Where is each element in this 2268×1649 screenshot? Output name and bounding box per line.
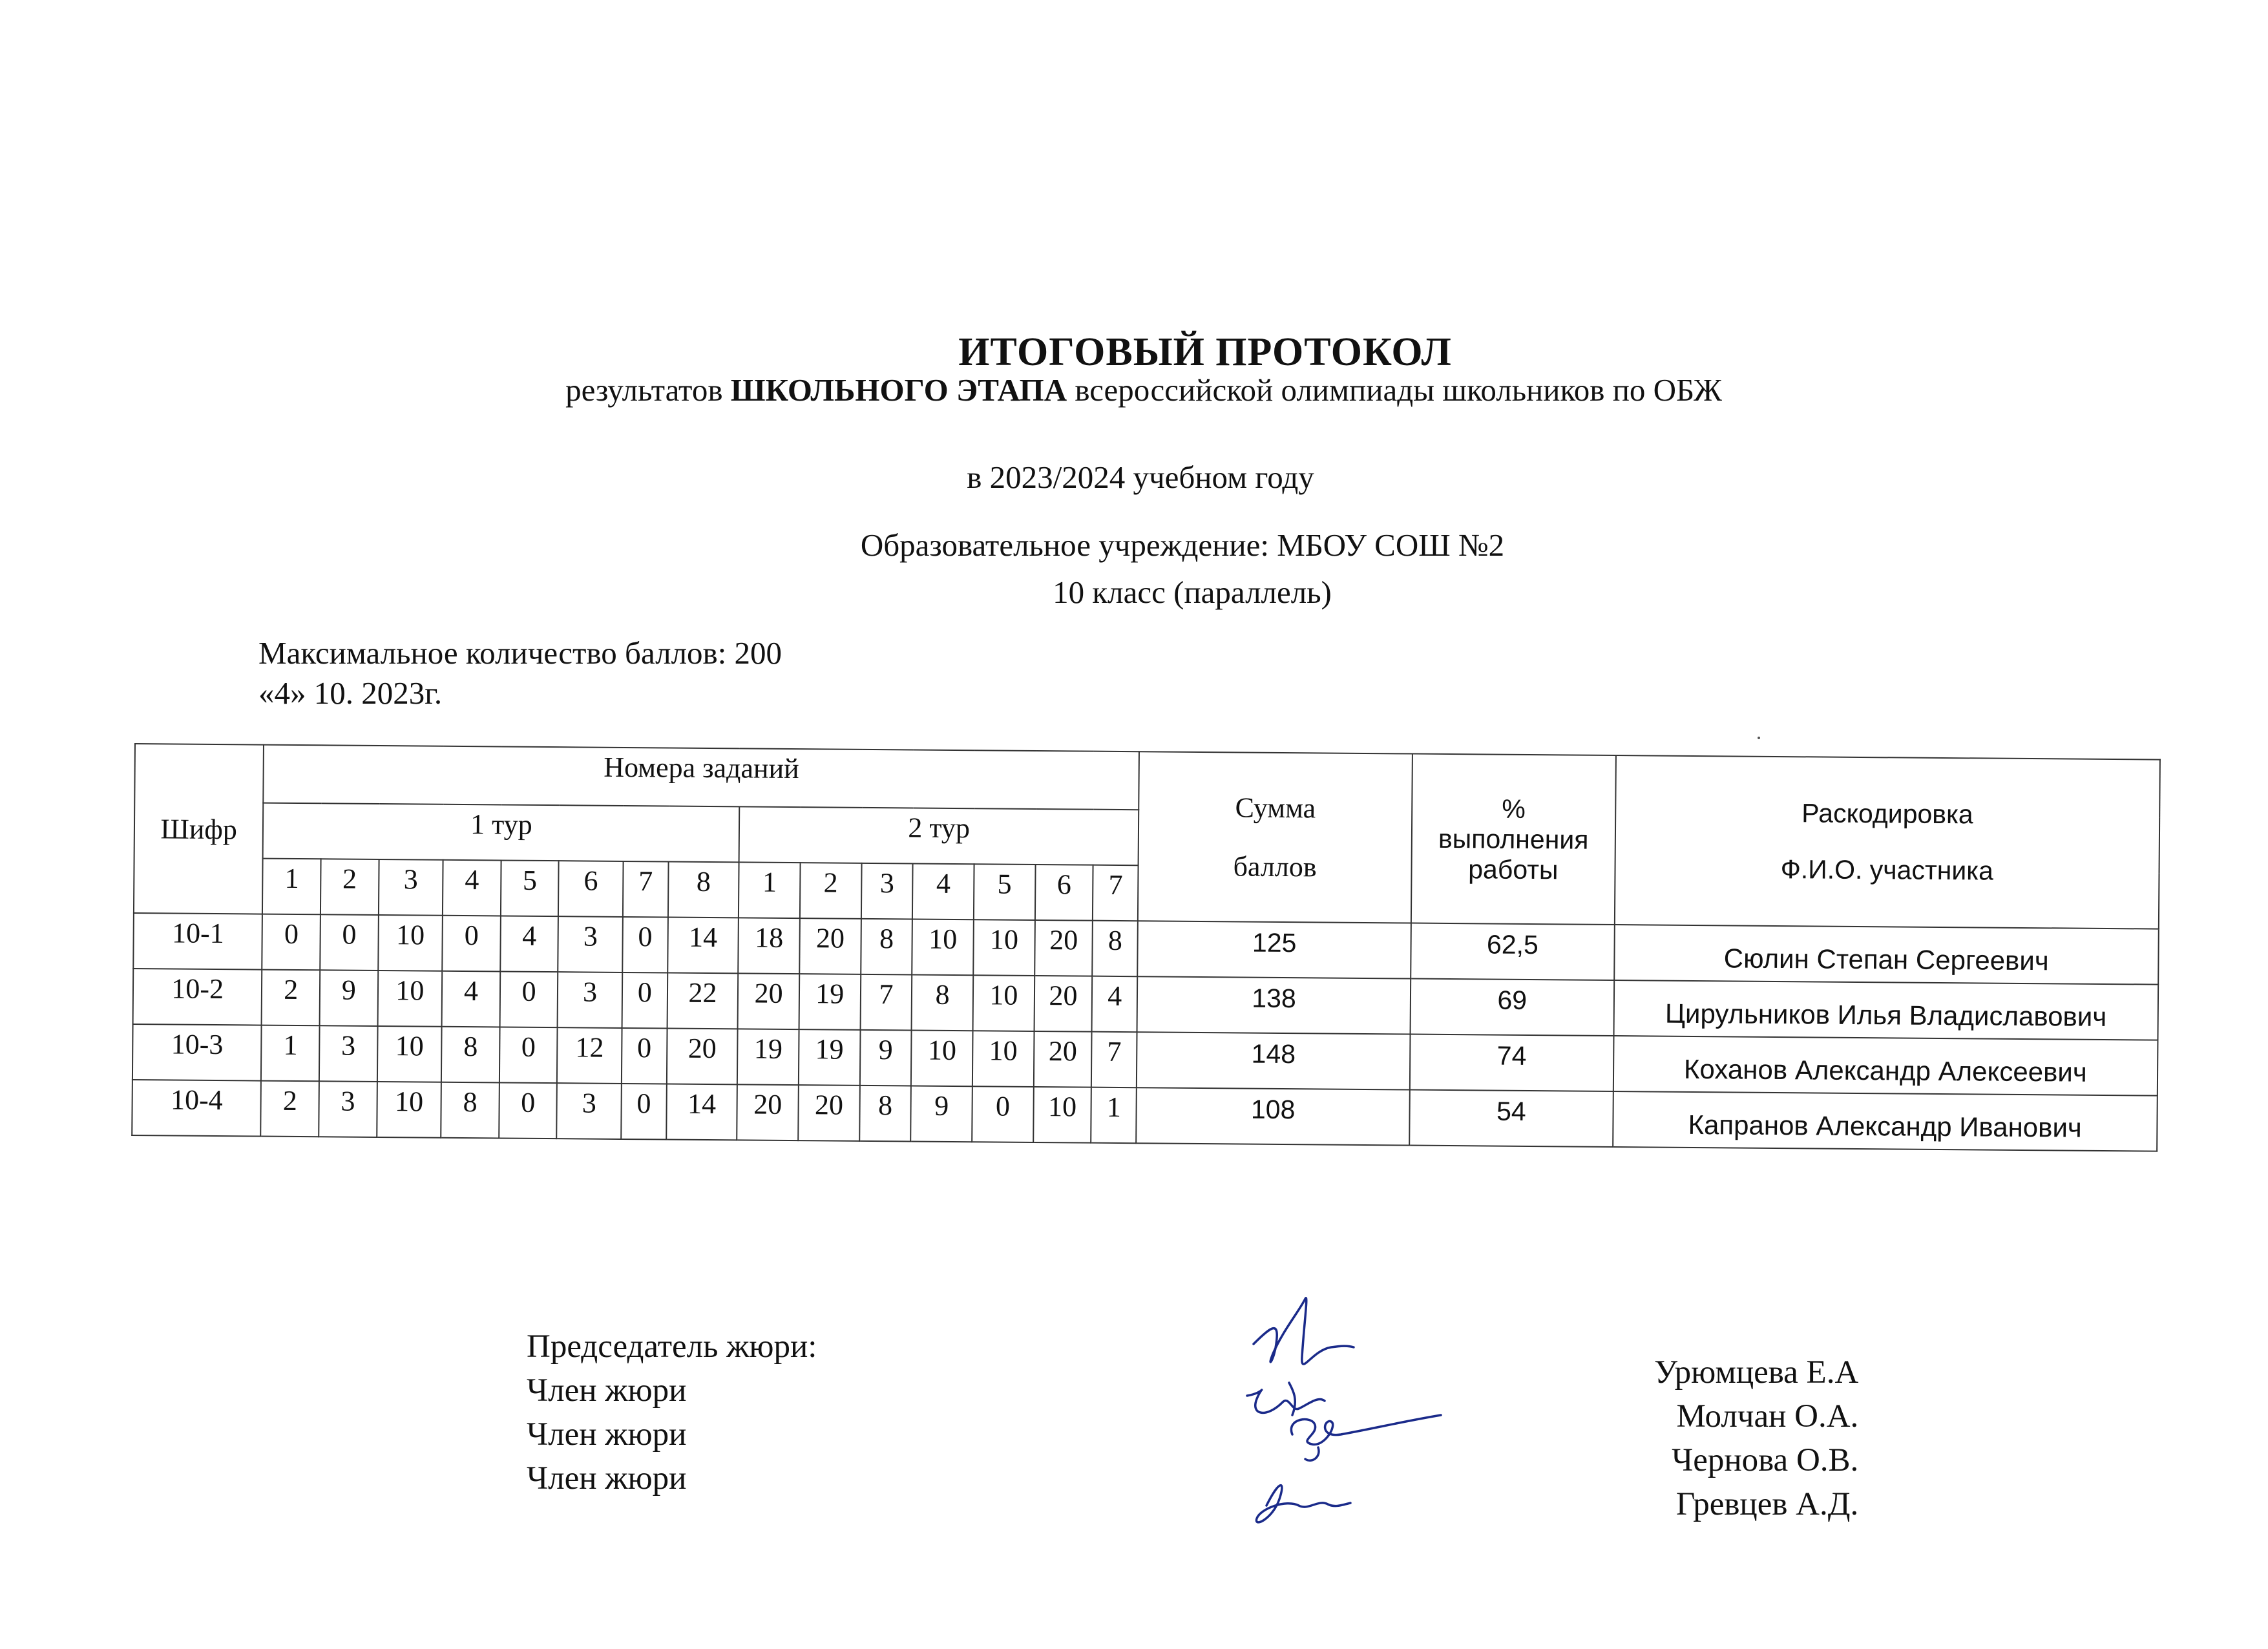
academic-year: в 2023/2024 учебном году bbox=[967, 459, 1314, 495]
task-number-round1: 3 bbox=[379, 859, 443, 916]
col-header-decoding bbox=[1614, 755, 2159, 929]
task-number-round1: 4 bbox=[443, 860, 501, 916]
protocol-info bbox=[258, 633, 782, 713]
cell-round1-score: 2 bbox=[261, 1081, 319, 1137]
cell-round2-score: 1 bbox=[1091, 1087, 1137, 1144]
cell-percent: 62,5 bbox=[1411, 923, 1614, 980]
cell-round2-score: 19 bbox=[799, 974, 861, 1030]
task-number-round1: 6 bbox=[558, 861, 623, 917]
jury-roles bbox=[527, 1325, 817, 1500]
cell-round1-score: 0 bbox=[499, 1082, 557, 1139]
cell-round2-score: 20 bbox=[799, 918, 861, 974]
cell-round1-score: 3 bbox=[319, 1025, 377, 1082]
cell-round1-score: 0 bbox=[622, 917, 667, 973]
cell-round1-score: 20 bbox=[667, 1028, 738, 1084]
task-number-round1: 7 bbox=[623, 861, 668, 918]
results-table bbox=[131, 743, 2161, 1152]
cell-round2-score: 20 bbox=[737, 1084, 798, 1140]
max-score: Максимальное количество баллов: 200 bbox=[258, 635, 782, 671]
cell-round1-score: 8 bbox=[441, 1027, 499, 1083]
subtitle-text-post: всероссийской олимпиады школьников по ОБЖ bbox=[1067, 372, 1722, 408]
cell-round1-score: 14 bbox=[666, 1084, 737, 1140]
cell-round2-score: 7 bbox=[1091, 1032, 1137, 1088]
cell-sum: 108 bbox=[1136, 1087, 1410, 1145]
cell-sum: 138 bbox=[1137, 976, 1411, 1034]
document-subtitle bbox=[0, 372, 2268, 408]
cell-round2-score: 7 bbox=[860, 974, 912, 1031]
cell-round2-score: 19 bbox=[799, 1029, 860, 1086]
cell-round2-score: 20 bbox=[738, 973, 799, 1029]
cell-participant-name: Капранов Александр Иванович bbox=[1613, 1091, 2158, 1151]
sum-label-line1: Сумма bbox=[1235, 792, 1316, 824]
cell-round2-score: 8 bbox=[861, 919, 912, 975]
jury-role: Член жюри bbox=[527, 1416, 687, 1453]
handwritten-signatures bbox=[1228, 1286, 1460, 1544]
jury-name: Чернова О.В. bbox=[1672, 1442, 1859, 1478]
cell-round2-score: 0 bbox=[972, 1086, 1033, 1142]
jury-name: Молчан О.А. bbox=[1676, 1398, 1859, 1434]
cell-round1-score: 0 bbox=[499, 1027, 558, 1083]
col-header-tasks: Номера заданий bbox=[264, 745, 1139, 810]
task-number-round1: 5 bbox=[501, 860, 559, 916]
cell-round1-score: 4 bbox=[500, 916, 558, 972]
task-number-round2: 7 bbox=[1093, 865, 1138, 921]
col-header-cipher: Шифр bbox=[134, 744, 264, 914]
cell-round2-score: 8 bbox=[1093, 921, 1138, 977]
task-number-round1: 8 bbox=[668, 861, 739, 918]
task-number-round1: 2 bbox=[320, 859, 379, 915]
cell-round1-score: 2 bbox=[262, 970, 320, 1026]
cell-round1-score: 0 bbox=[622, 1028, 667, 1084]
cell-round2-score: 8 bbox=[859, 1086, 911, 1142]
grade-level: 10 класс (параллель) bbox=[1053, 574, 1332, 610]
cell-round2-score: 10 bbox=[912, 919, 974, 975]
cell-round2-score: 20 bbox=[1034, 920, 1093, 976]
cell-cipher: 10-1 bbox=[133, 913, 262, 970]
cell-round1-score: 0 bbox=[442, 916, 500, 972]
sum-label-line2: баллов bbox=[1233, 850, 1317, 883]
cell-round2-score: 10 bbox=[972, 1031, 1034, 1087]
col-header-sum bbox=[1138, 751, 1412, 923]
cell-round2-score: 8 bbox=[912, 974, 973, 1031]
cell-round2-score: 18 bbox=[739, 918, 800, 974]
document-title: ИТОГОВЫЙ ПРОТОКОЛ bbox=[958, 330, 1452, 374]
cell-cipher: 10-2 bbox=[133, 969, 262, 1025]
jury-names bbox=[1654, 1350, 1858, 1526]
cell-round1-score: 3 bbox=[558, 972, 622, 1028]
school-name: Образовательное учреждение: МБОУ СОШ №2 bbox=[860, 527, 1505, 563]
cell-round2-score: 20 bbox=[1034, 1031, 1092, 1087]
jury-role: Председатель жюри: bbox=[527, 1329, 817, 1365]
cell-cipher: 10-4 bbox=[132, 1080, 261, 1137]
cell-round2-score: 19 bbox=[737, 1029, 799, 1085]
cell-percent: 69 bbox=[1411, 979, 1614, 1036]
col-header-percent bbox=[1411, 754, 1616, 925]
cell-round1-score: 4 bbox=[442, 971, 500, 1027]
cell-round1-score: 0 bbox=[262, 914, 320, 971]
cell-round2-score: 9 bbox=[910, 1086, 972, 1142]
cell-sum: 148 bbox=[1137, 1032, 1411, 1089]
cell-round1-score: 3 bbox=[557, 1083, 622, 1139]
cell-participant-name: Сюлин Степан Сергеевич bbox=[1614, 925, 2159, 985]
jury-name: Урюмцева Е.А bbox=[1654, 1354, 1859, 1391]
cell-participant-name: Коханов Александр Алексеевич bbox=[1613, 1036, 2158, 1096]
cell-round2-score: 4 bbox=[1092, 976, 1137, 1033]
jury-role: Член жюри bbox=[527, 1372, 687, 1409]
task-number-round2: 3 bbox=[861, 863, 913, 919]
jury-role: Член жюри bbox=[527, 1460, 687, 1497]
percent-label-line2: выполнения bbox=[1438, 823, 1589, 855]
cell-round1-score: 3 bbox=[319, 1081, 377, 1137]
cell-round1-score: 0 bbox=[622, 972, 667, 1029]
cell-sum: 125 bbox=[1137, 921, 1411, 978]
jury-name: Гревцев А.Д. bbox=[1675, 1486, 1859, 1522]
decoding-label-line2: Ф.И.О. участника bbox=[1780, 854, 1994, 886]
cell-percent: 54 bbox=[1409, 1090, 1613, 1147]
cell-participant-name: Цирульников Илья Владиславович bbox=[1613, 980, 2158, 1040]
task-number-round2: 4 bbox=[912, 863, 974, 919]
cell-round2-score: 9 bbox=[860, 1030, 912, 1086]
cell-round2-score: 10 bbox=[973, 919, 1034, 976]
task-number-round2: 1 bbox=[739, 862, 800, 918]
cell-round1-score: 0 bbox=[499, 971, 558, 1027]
cell-round2-score: 10 bbox=[1033, 1087, 1091, 1143]
task-number-round2: 2 bbox=[800, 863, 861, 919]
cell-round2-score: 10 bbox=[911, 1030, 972, 1086]
task-number-round2: 5 bbox=[974, 864, 1035, 920]
cell-cipher: 10-3 bbox=[132, 1024, 262, 1081]
subtitle-stage: ШКОЛЬНОГО ЭТАПА bbox=[730, 372, 1067, 408]
cell-round1-score: 10 bbox=[377, 971, 442, 1027]
task-number-round1: 1 bbox=[262, 859, 320, 915]
col-header-round2: 2 тур bbox=[739, 806, 1139, 865]
cell-round2-score: 20 bbox=[798, 1085, 859, 1141]
cell-round1-score: 14 bbox=[667, 917, 739, 973]
cell-round1-score: 10 bbox=[377, 1026, 441, 1082]
cell-round1-score: 10 bbox=[377, 1082, 441, 1138]
cell-round1-score: 9 bbox=[320, 970, 378, 1026]
decoding-label-line1: Раскодировка bbox=[1801, 798, 1973, 830]
cell-round1-score: 3 bbox=[558, 916, 623, 972]
cell-round1-score: 10 bbox=[378, 915, 443, 971]
cell-round2-score: 10 bbox=[973, 975, 1034, 1031]
cell-round1-score: 0 bbox=[320, 914, 378, 971]
cell-round1-score: 1 bbox=[261, 1025, 319, 1082]
percent-label-line1: % bbox=[1502, 793, 1526, 824]
cell-percent: 74 bbox=[1410, 1035, 1613, 1091]
cell-round2-score: 20 bbox=[1034, 976, 1092, 1032]
cell-round1-score: 0 bbox=[621, 1084, 666, 1140]
task-number-round2: 6 bbox=[1035, 865, 1093, 921]
col-header-round1: 1 тур bbox=[263, 803, 739, 863]
cell-round1-score: 22 bbox=[667, 972, 738, 1029]
subtitle-text-pre: результатов bbox=[565, 372, 731, 408]
protocol-date: «4» 10. 2023г. bbox=[258, 675, 443, 711]
cell-round1-score: 8 bbox=[441, 1082, 499, 1139]
percent-label-line3: работы bbox=[1468, 854, 1559, 885]
scan-speck bbox=[1758, 737, 1760, 739]
cell-round1-score: 12 bbox=[557, 1027, 622, 1084]
